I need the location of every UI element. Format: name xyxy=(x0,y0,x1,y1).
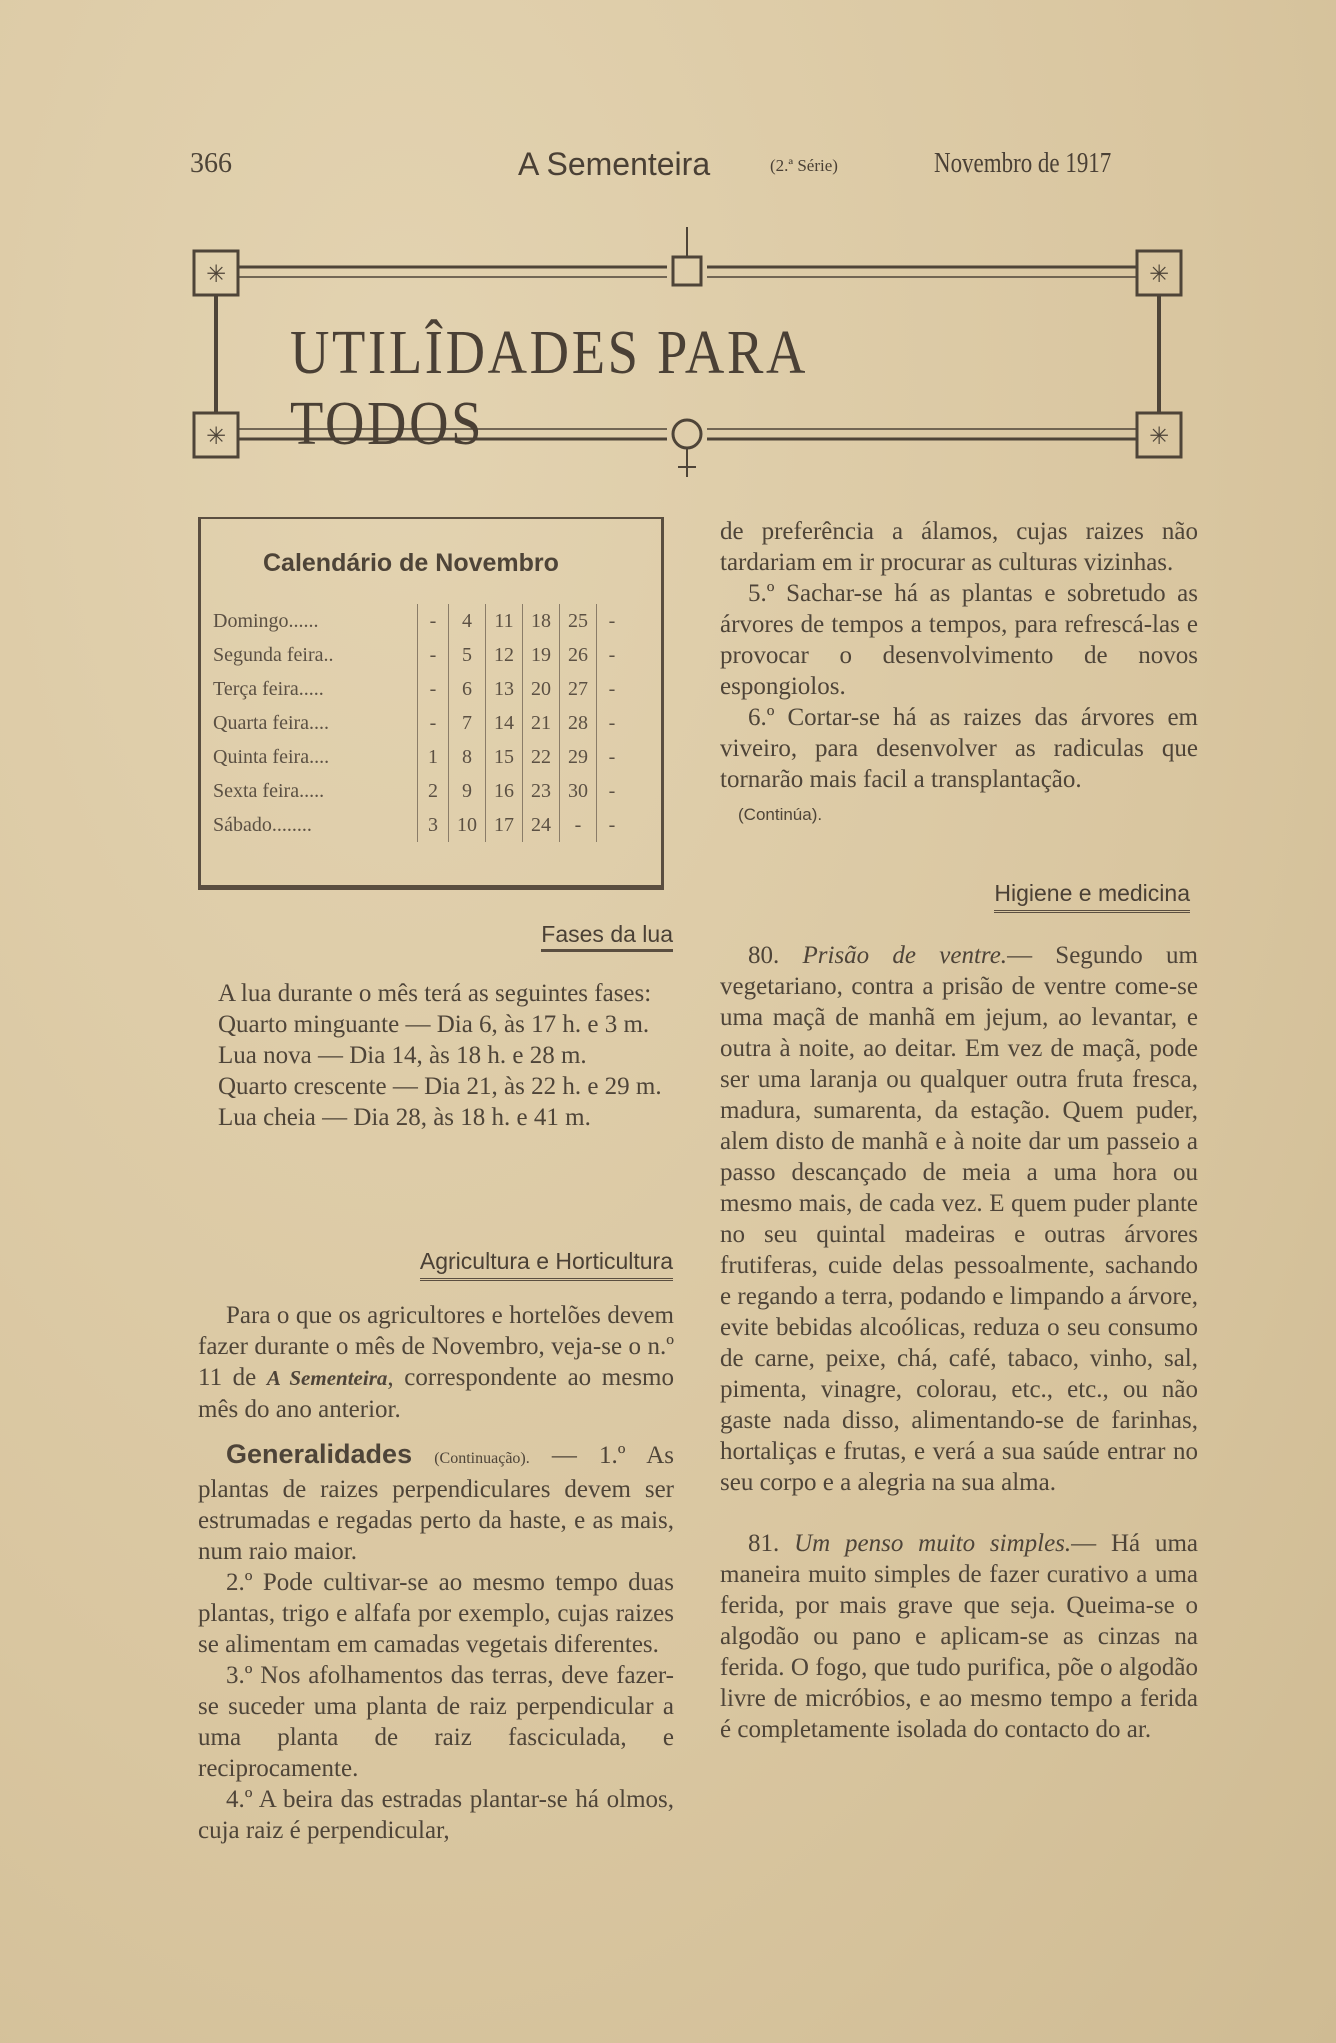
article-81: 81. Um penso muito simples.— Há uma maneira muito simples de fazer curativo a uma ferida, por mais grave que seja. Queima-se o algodão ou pano e aplicam-se as cinzas na ferida. O fogo, que tudo purifica, põe o algodão livre de micróbios, e ao mesmo tempo a ferida é completamente isolada do contacto do ar. xyxy=(720,1530,1198,1743)
article-80: 80. Prisão de ventre.— Segundo um vegetariano, contra a prisão de ventre come-se uma maçã de manhã em jejum, ao levantar, e outra à noite, ao deitar. Em vez de maçã, pode ser uma laranja ou qualquer outra fruta fresca, madura, sumarenta, da estação. Quem puder, alem disto de manhã e à noite dar um passeio a passo descançado de meia a uma hora ou mesmo mais, de cada vez. E quem puder plante no seu quintal madeiras e outras árvores frutiferas, cuide delas pessoalmente, sachando e regando a terra, podando e limpando a árvore, evite bebidas alcoólicas, reduza o seu consumo de carne, peixe, chá, café, tabaco, vinho, sal, pimenta, vinagre, colorau, etc., etc., ou não gaste nada disso, alimentando-se de farinhas, hortaliças e frutas, e verá a sua saúde entrar no seu corpo e a alegria na sua alma. xyxy=(720,942,1199,1496)
calendar-row xyxy=(203,672,627,706)
page-number: 366 xyxy=(190,148,232,179)
agri-continued xyxy=(720,516,1198,830)
calendar-date-cell: - xyxy=(597,638,628,672)
calendar-date-cell: - xyxy=(560,808,597,842)
calendar-date-cell: - xyxy=(418,604,449,638)
calendar-date-cell: 3 xyxy=(418,808,449,842)
calendar-date-cell: 11 xyxy=(486,604,523,638)
calendar-date-cell: - xyxy=(418,672,449,706)
calendar-box xyxy=(198,517,664,890)
publication-title: A Sementeira xyxy=(518,146,711,182)
agri-item-2: 2.º Pode cultivar-se ao mesmo tempo duas plantas, trigo e alfafa por exemplo, cujas raizes se alimentam em camadas vegetais diferentes. xyxy=(198,1569,674,1658)
calendar-day-label: Quarta feira.... xyxy=(213,711,330,734)
moon-phase-2: Lua nova — Dia 14, às 18 h. e 28 m. xyxy=(218,1042,587,1069)
calendar-day-label: Sábado........ xyxy=(213,813,312,836)
calendar-date-cell: 6 xyxy=(449,672,486,706)
moon-phase-1: Quarto minguante — Dia 6, às 17 h. e 3 m. xyxy=(218,1011,650,1038)
svg-text:✳: ✳ xyxy=(1148,422,1170,450)
agri-heading: Agricultura e Horticultura xyxy=(290,1248,673,1275)
calendar-date-cell: 22 xyxy=(523,740,560,774)
calendar-date-cell: 13 xyxy=(486,672,523,706)
calendar-day-label: Sexta feira..... xyxy=(213,779,325,802)
calendar-date-cell: 16 xyxy=(486,774,523,808)
agri-item-3: 3.º Nos afolhamentos das terras, deve fazer-se suceder uma planta de raiz perpendicular a uma planta de raiz fasciculada, e reciprocamente. xyxy=(198,1662,674,1782)
calendar-date-cell: 17 xyxy=(486,808,523,842)
calendar-date-cell: 14 xyxy=(486,706,523,740)
calendar-date-cell: 9 xyxy=(449,774,486,808)
calendar-row xyxy=(203,808,627,842)
svg-text:✳: ✳ xyxy=(205,422,227,450)
calendar-date-cell: 27 xyxy=(560,672,597,706)
continua-label: (Continúa). xyxy=(738,805,823,824)
calendar-date-cell: 20 xyxy=(523,672,560,706)
calendar-table xyxy=(203,604,627,842)
series-label: (2.ª Série) xyxy=(770,156,838,175)
health-section xyxy=(720,940,1198,1745)
calendar-date-cell: 30 xyxy=(560,774,597,808)
calendar-row xyxy=(203,774,627,808)
calendar-date-cell: 12 xyxy=(486,638,523,672)
agri-item-5: 5.º Sachar-se há as plantas e sobretudo as árvores de tempos a tempos, para refrescá-las e provocar o desenvolvimento de novos espongiolos. xyxy=(720,580,1198,700)
calendar-date-cell: 8 xyxy=(449,740,486,774)
svg-text:✳: ✳ xyxy=(205,260,227,288)
calendar-date-cell: 23 xyxy=(523,774,560,808)
calendar-date-cell: - xyxy=(418,638,449,672)
moon-heading: Fases da lua xyxy=(498,921,673,948)
calendar-date-cell: 18 xyxy=(523,604,560,638)
calendar-date-cell: 28 xyxy=(560,706,597,740)
moon-phase-4: Lua cheia — Dia 28, às 18 h. e 41 m. xyxy=(218,1104,591,1131)
moon-section xyxy=(190,978,672,1133)
agri-intro: Para o que os agricultores e hortelões devem fazer durante o mês de Novembro, veja-se o n.º 11 de A Sementeira, correspondente ao mesmo mês do ano anterior. xyxy=(198,1302,674,1423)
calendar-date-cell: 4 xyxy=(449,604,486,638)
calendar-date-cell: 19 xyxy=(523,638,560,672)
calendar-day-label: Domingo...... xyxy=(213,609,319,632)
agri-item-4: 4.º A beira das estradas plantar-se há olmos, cuja raiz é perpendicular, xyxy=(198,1786,674,1844)
calendar-date-cell: 24 xyxy=(523,808,560,842)
moon-intro: A lua durante o mês terá as seguintes fases: xyxy=(218,980,652,1007)
calendar-date-cell: 15 xyxy=(486,740,523,774)
svg-text:✳: ✳ xyxy=(1148,260,1170,288)
calendar-row xyxy=(203,638,627,672)
calendar-title: Calendário de Novembro xyxy=(263,549,559,577)
agri-item-6: 6.º Cortar-se há as raizes das árvores em viveiro, para desenvolver as radiculas que tornarão mais facil a transplantação. xyxy=(720,704,1198,793)
moon-phase-3: Quarto crescente — Dia 21, às 22 h. e 29 m. xyxy=(218,1073,662,1100)
calendar-date-cell: - xyxy=(597,808,628,842)
health-heading: Higiene e medicina xyxy=(850,880,1190,907)
calendar-date-cell: - xyxy=(597,672,628,706)
calendar-date-cell: - xyxy=(597,774,628,808)
calendar-row xyxy=(203,706,627,740)
agri-section xyxy=(198,1300,674,1846)
calendar-date-cell: - xyxy=(418,706,449,740)
calendar-date-cell: 5 xyxy=(449,638,486,672)
calendar-date-cell: 25 xyxy=(560,604,597,638)
calendar-day-label: Quinta feira.... xyxy=(213,745,330,768)
calendar-date-cell: 26 xyxy=(560,638,597,672)
agri-right-cont: de preferência a álamos, cujas raizes não tardariam em ir procurar as culturas vizinhas. xyxy=(720,518,1198,576)
calendar-date-cell: - xyxy=(597,706,628,740)
calendar-row xyxy=(203,604,627,638)
calendar-date-cell: - xyxy=(597,604,628,638)
calendar-date-cell: 21 xyxy=(523,706,560,740)
issue-date: Novembro de 1917 xyxy=(934,148,1112,179)
calendar-date-cell: 7 xyxy=(449,706,486,740)
calendar-date-cell: 2 xyxy=(418,774,449,808)
banner-title: UTILÎDADES PARA TODOS xyxy=(290,319,806,458)
calendar-date-cell: - xyxy=(597,740,628,774)
calendar-date-cell: 10 xyxy=(449,808,486,842)
calendar-date-cell: 29 xyxy=(560,740,597,774)
calendar-day-label: Segunda feira.. xyxy=(213,643,334,666)
agri-item-1: Generalidades (Continuação). — 1.º As plantas de raizes perpendiculares devem ser estrumadas e regadas perto da haste, e as mais, num raio maior. xyxy=(198,1439,675,1565)
calendar-row xyxy=(203,740,627,774)
calendar-day-label: Terça feira..... xyxy=(213,677,324,700)
calendar-date-cell: 1 xyxy=(418,740,449,774)
